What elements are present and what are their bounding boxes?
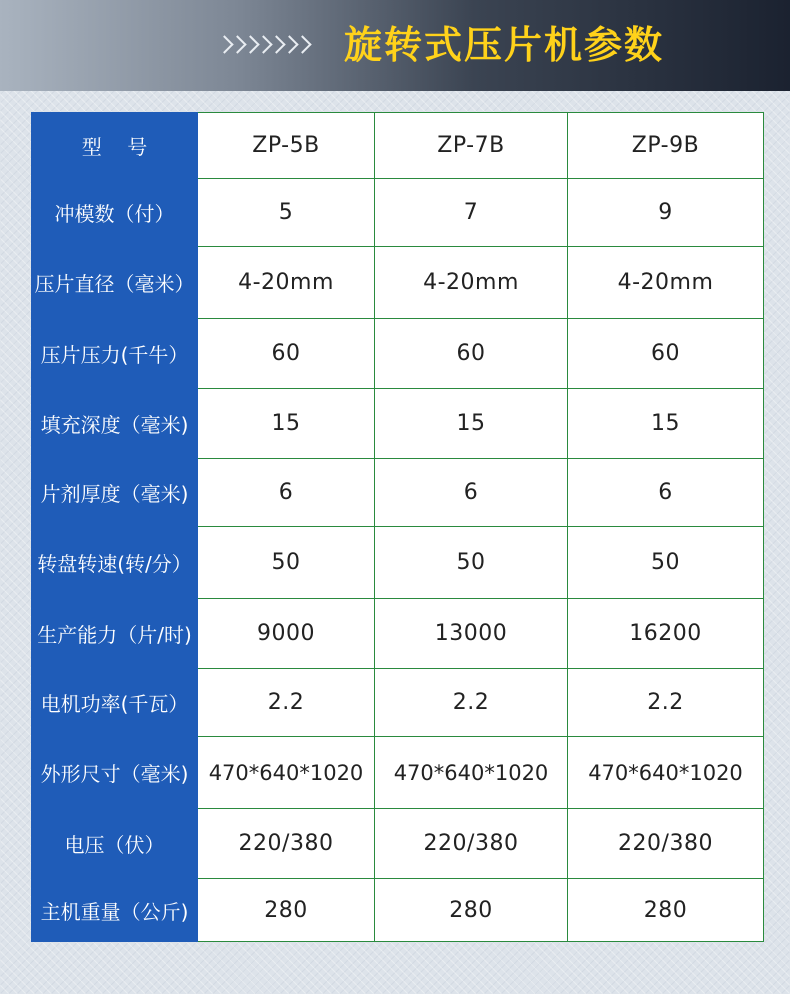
table-row xyxy=(32,179,764,247)
table-row xyxy=(32,669,764,737)
model-name: ZP-5B xyxy=(198,113,375,179)
table-row xyxy=(32,247,764,319)
triple-chevron-right-icon xyxy=(218,30,309,62)
row-label: 主机重量（公斤) xyxy=(32,879,198,942)
cell-value: 15 xyxy=(375,389,568,459)
header-banner xyxy=(0,0,790,91)
table-row xyxy=(32,459,764,527)
table-header-row xyxy=(32,113,764,179)
cell-value: 15 xyxy=(198,389,375,459)
model-header-label: 型 号 xyxy=(32,113,198,179)
cell-value: 50 xyxy=(375,527,568,599)
row-label: 转盘转速(转/分） xyxy=(32,527,198,599)
cell-value: 470*640*1020 xyxy=(375,737,568,809)
cell-value: 280 xyxy=(198,879,375,942)
cell-value: 6 xyxy=(568,459,764,527)
cell-value: 2.2 xyxy=(375,669,568,737)
cell-value: 470*640*1020 xyxy=(568,737,764,809)
table-row xyxy=(32,389,764,459)
table-row xyxy=(32,879,764,942)
cell-value: 9000 xyxy=(198,599,375,669)
table-row xyxy=(32,737,764,809)
cell-value: 60 xyxy=(568,319,764,389)
cell-value: 15 xyxy=(568,389,764,459)
row-label: 压片直径（毫米） xyxy=(32,247,198,319)
cell-value: 220/380 xyxy=(568,809,764,879)
row-label: 外形尺寸（毫米) xyxy=(32,737,198,809)
row-label: 压片压力(千牛） xyxy=(32,319,198,389)
cell-value: 60 xyxy=(198,319,375,389)
row-label: 填充深度（毫米) xyxy=(32,389,198,459)
row-label: 电机功率(千瓦） xyxy=(32,669,198,737)
cell-value: 9 xyxy=(568,179,764,247)
model-name: ZP-9B xyxy=(568,113,764,179)
cell-value: 60 xyxy=(375,319,568,389)
cell-value: 280 xyxy=(568,879,764,942)
cell-value: 220/380 xyxy=(375,809,568,879)
table-row xyxy=(32,527,764,599)
spec-table xyxy=(31,112,763,941)
cell-value: 6 xyxy=(375,459,568,527)
cell-value: 5 xyxy=(198,179,375,247)
cell-value: 2.2 xyxy=(198,669,375,737)
cell-value: 50 xyxy=(198,527,375,599)
cell-value: 16200 xyxy=(568,599,764,669)
cell-value: 280 xyxy=(375,879,568,942)
cell-value: 220/380 xyxy=(198,809,375,879)
cell-value: 470*640*1020 xyxy=(198,737,375,809)
model-name: ZP-7B xyxy=(375,113,568,179)
cell-value: 2.2 xyxy=(568,669,764,737)
cell-value: 6 xyxy=(198,459,375,527)
cell-value: 50 xyxy=(568,527,764,599)
cell-value: 7 xyxy=(375,179,568,247)
table-row xyxy=(32,809,764,879)
cell-value: 13000 xyxy=(375,599,568,669)
row-label: 生产能力（片/时) xyxy=(32,599,198,669)
row-label: 冲模数（付） xyxy=(32,179,198,247)
cell-value: 4-20mm xyxy=(198,247,375,319)
row-label: 电压（伏） xyxy=(32,809,198,879)
cell-value: 4-20mm xyxy=(375,247,568,319)
cell-value: 4-20mm xyxy=(568,247,764,319)
table-row xyxy=(32,599,764,669)
row-label: 片剂厚度（毫米) xyxy=(32,459,198,527)
table-row xyxy=(32,319,764,389)
page-title: 旋转式压片机参数 xyxy=(344,23,665,67)
